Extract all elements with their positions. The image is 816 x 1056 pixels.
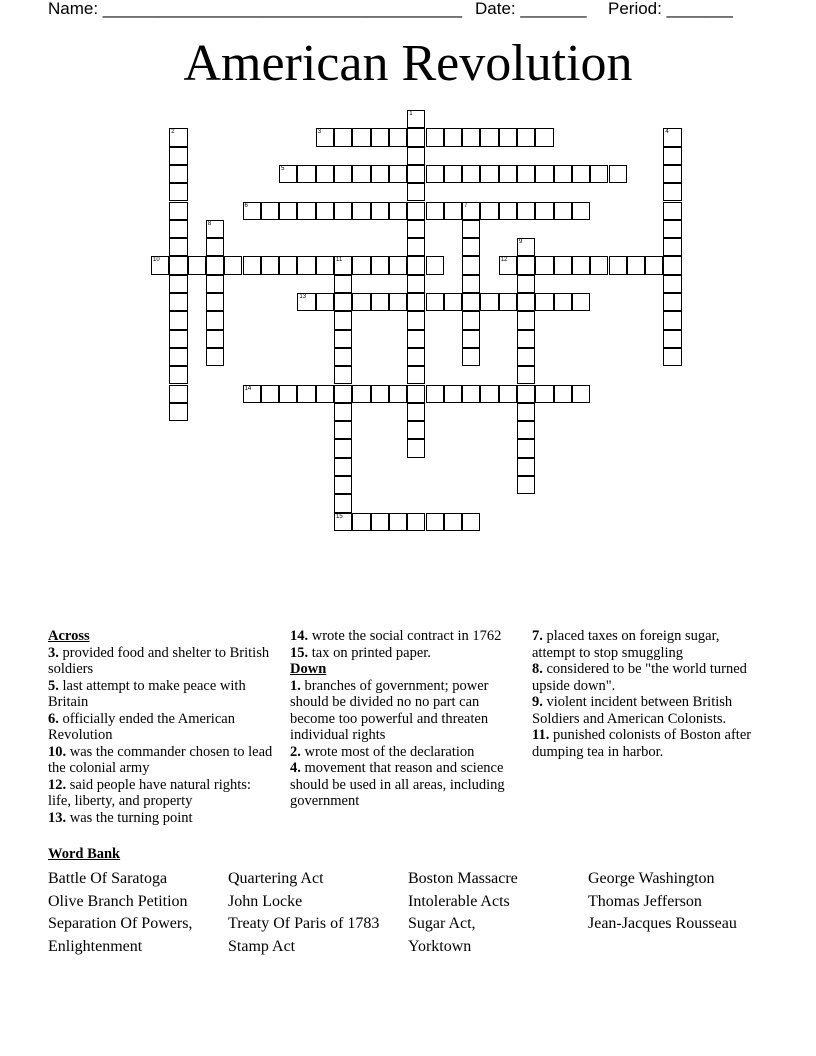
crossword-cell[interactable]: [297, 165, 315, 183]
clue-item: [290, 678, 520, 744]
crossword-cell[interactable]: [517, 458, 535, 476]
clue-number: 4.: [290, 760, 301, 776]
crossword-cell[interactable]: [371, 513, 389, 531]
crossword-cell[interactable]: [334, 476, 352, 494]
crossword-cell[interactable]: [279, 256, 297, 274]
clue-item: [48, 744, 273, 777]
crossword-cell[interactable]: [554, 256, 572, 274]
crossword-cell[interactable]: [517, 165, 535, 183]
crossword-cell[interactable]: [663, 147, 681, 165]
crossword-cell[interactable]: [407, 348, 425, 366]
crossword-cell[interactable]: [279, 385, 297, 403]
crossword-cell[interactable]: [316, 165, 334, 183]
crossword-cell[interactable]: [407, 421, 425, 439]
crossword-cell[interactable]: [572, 293, 590, 311]
crossword-cell[interactable]: [663, 293, 681, 311]
crossword-cell[interactable]: [389, 385, 407, 403]
clue-text: punished colonists of Boston after dumping tea in harbor.: [532, 727, 752, 760]
crossword-cell[interactable]: [334, 348, 352, 366]
clue-number: 13: [299, 294, 307, 300]
crossword-cell[interactable]: [444, 128, 462, 146]
clue-number: 1.: [290, 677, 301, 694]
word-bank-item: Enlightenment: [48, 938, 143, 956]
word-bank-column: [588, 868, 768, 936]
clue-number: 6.: [48, 710, 59, 727]
crossword-cell[interactable]: [663, 330, 681, 348]
clue-number: 15.: [290, 644, 309, 661]
crossword-cell[interactable]: [499, 256, 517, 274]
clue-text: movement that reason and science should be used in all areas, including government: [290, 760, 505, 809]
crossword-cell[interactable]: [206, 275, 224, 293]
crossword-cell[interactable]: [169, 202, 187, 220]
clue-text: said people have natural rights: life, liberty, and property: [48, 776, 251, 809]
crossword-cell[interactable]: [554, 293, 572, 311]
crossword-cell[interactable]: [243, 385, 261, 403]
crossword-cell[interactable]: [352, 385, 370, 403]
crossword-cell[interactable]: [407, 183, 425, 201]
clue-number: 14.: [290, 628, 309, 644]
clue-text: branches of government; power should be divided no no part can become too powerful and threaten individual rights: [290, 677, 489, 743]
clue-number: 3.: [48, 644, 59, 661]
crossword-cell[interactable]: [316, 128, 334, 146]
crossword-cell[interactable]: [517, 128, 535, 146]
crossword-cell[interactable]: [407, 439, 425, 457]
crossword-cell[interactable]: [426, 293, 444, 311]
crossword-cell[interactable]: [499, 385, 517, 403]
clue-item: [290, 760, 520, 810]
crossword-cell[interactable]: [480, 128, 498, 146]
crossword-cell[interactable]: [169, 275, 187, 293]
clue-number: 2: [171, 129, 175, 136]
clue-number: 9: [519, 239, 523, 246]
crossword-cell[interactable]: [297, 293, 315, 311]
crossword-cell[interactable]: [169, 348, 187, 366]
crossword-cell[interactable]: [480, 165, 498, 183]
clue-number: 5: [281, 165, 285, 172]
crossword-cell[interactable]: [663, 128, 681, 146]
crossword-cell[interactable]: [407, 220, 425, 238]
crossword-cell[interactable]: [407, 330, 425, 348]
crossword-cell[interactable]: [517, 366, 535, 384]
crossword-cell[interactable]: [407, 128, 425, 146]
crossword-cell[interactable]: [590, 256, 608, 274]
word-bank-item: Jean-Jacques Rousseau: [588, 915, 737, 933]
crossword-cell[interactable]: [462, 513, 480, 531]
crossword-cell[interactable]: [206, 293, 224, 311]
crossword-cell[interactable]: [334, 494, 352, 512]
crossword-cell[interactable]: [352, 293, 370, 311]
crossword-cell[interactable]: [206, 330, 224, 348]
crossword-cell[interactable]: [407, 366, 425, 384]
crossword-cell[interactable]: [371, 385, 389, 403]
crossword-cell[interactable]: [590, 165, 608, 183]
crossword-cell[interactable]: [334, 403, 352, 421]
clue-item: [290, 744, 520, 761]
crossword-cell[interactable]: [334, 366, 352, 384]
crossword-cell[interactable]: [316, 202, 334, 220]
crossword-cell[interactable]: [462, 385, 480, 403]
clue-text: considered to be "the world turned upside down".: [532, 661, 747, 694]
crossword-cell[interactable]: [371, 128, 389, 146]
crossword-cell[interactable]: [352, 165, 370, 183]
crossword-cell[interactable]: [462, 293, 480, 311]
clue-number: 2.: [290, 743, 301, 760]
clue-number: 10.: [48, 743, 67, 760]
crossword-cell[interactable]: [334, 128, 352, 146]
clue-item: [48, 777, 273, 810]
crossword-cell[interactable]: [480, 202, 498, 220]
crossword-cell[interactable]: [426, 385, 444, 403]
crossword-cell[interactable]: [663, 238, 681, 256]
clue-text: was the commander chosen to lead the colonial army: [48, 743, 273, 776]
word-bank-item: Yorktown: [408, 938, 472, 956]
word-bank-item: Olive Branch Petition: [48, 892, 188, 910]
crossword-cell[interactable]: [279, 202, 297, 220]
word-bank-item: Battle Of Saratoga: [48, 870, 168, 887]
crossword-cell[interactable]: [663, 165, 681, 183]
crossword-cell[interactable]: [407, 147, 425, 165]
clue-text: wrote the social contract in 1762: [308, 628, 502, 644]
crossword-cell[interactable]: [334, 256, 352, 274]
clue-text: provided food and shelter to British soldiers: [48, 644, 270, 677]
clue-number: 6: [244, 202, 248, 209]
crossword-cell[interactable]: [334, 165, 352, 183]
crossword-cell[interactable]: [663, 183, 681, 201]
crossword-cell[interactable]: [169, 147, 187, 165]
clue-text: violent incident between British Soldiers and American Colonists.: [532, 694, 733, 727]
crossword-cell[interactable]: [663, 202, 681, 220]
clue-number: 15: [336, 513, 343, 520]
word-bank-item: Boston Massacre: [408, 870, 518, 887]
crossword-cell[interactable]: [407, 311, 425, 329]
clue-number: 1: [409, 111, 413, 117]
clue-item: [532, 727, 757, 760]
crossword-cell[interactable]: [297, 256, 315, 274]
crossword-cell[interactable]: [535, 293, 553, 311]
crossword-cell[interactable]: [389, 202, 407, 220]
crossword-cell[interactable]: [480, 293, 498, 311]
crossword-cell[interactable]: [517, 202, 535, 220]
crossword-cell[interactable]: [169, 183, 187, 201]
crossword-cell[interactable]: [169, 128, 187, 146]
crossword-cell[interactable]: [517, 256, 535, 274]
crossword-cell[interactable]: [169, 256, 187, 274]
clue-number: 10: [153, 257, 160, 264]
crossword-cell[interactable]: [517, 311, 535, 329]
clue-number: 12: [500, 257, 508, 264]
crossword-cell[interactable]: [554, 202, 572, 220]
word-bank-column: [408, 868, 588, 959]
crossword-cell[interactable]: [243, 256, 261, 274]
crossword-cell[interactable]: [224, 256, 242, 274]
word-bank-column: [228, 868, 408, 959]
crossword-cell[interactable]: [169, 385, 187, 403]
crossword-cell[interactable]: [426, 165, 444, 183]
clues-column-1: [48, 628, 273, 826]
crossword-cell[interactable]: [371, 202, 389, 220]
clue-number: 7.: [532, 628, 543, 644]
crossword-cell[interactable]: [334, 439, 352, 457]
crossword-cell[interactable]: [407, 293, 425, 311]
crossword-cell[interactable]: [426, 128, 444, 146]
crossword-cell[interactable]: [554, 165, 572, 183]
clue-number: 11.: [532, 727, 550, 743]
crossword-cell[interactable]: [517, 439, 535, 457]
crossword-cell[interactable]: [151, 256, 169, 274]
crossword-cell[interactable]: [407, 238, 425, 256]
crossword-cell[interactable]: [499, 165, 517, 183]
crossword-cell[interactable]: [371, 256, 389, 274]
across-clue-list-1: [48, 645, 273, 827]
across-clue-list-2: [290, 628, 520, 661]
clues-column-3: [532, 628, 757, 760]
crossword-cell[interactable]: [371, 165, 389, 183]
crossword-cell[interactable]: [316, 385, 334, 403]
crossword-cell[interactable]: [169, 165, 187, 183]
crossword-cell[interactable]: [206, 348, 224, 366]
down-clue-list-1: [290, 678, 520, 810]
crossword-cell[interactable]: [407, 256, 425, 274]
crossword-cell[interactable]: [407, 513, 425, 531]
crossword-cell[interactable]: [169, 311, 187, 329]
crossword-cell[interactable]: [480, 385, 498, 403]
crossword-cell[interactable]: [334, 513, 352, 531]
down-clue-list-2: [532, 628, 757, 760]
crossword-cell[interactable]: [352, 128, 370, 146]
crossword-cell[interactable]: [572, 256, 590, 274]
clues-column-2: [290, 628, 520, 810]
crossword-cell[interactable]: [444, 202, 462, 220]
crossword-cell[interactable]: [206, 238, 224, 256]
crossword-cell[interactable]: [169, 293, 187, 311]
crossword-cell[interactable]: [462, 275, 480, 293]
crossword-cell[interactable]: [462, 256, 480, 274]
crossword-cell[interactable]: [517, 330, 535, 348]
crossword-cell[interactable]: [334, 202, 352, 220]
clue-number: 9.: [532, 694, 543, 710]
crossword-cell[interactable]: [352, 256, 370, 274]
crossword-cell[interactable]: [334, 385, 352, 403]
clue-number: 8: [207, 220, 212, 227]
crossword-cell[interactable]: [462, 330, 480, 348]
clue-number: 5.: [48, 677, 59, 694]
clue-number: 12.: [48, 776, 67, 793]
crossword-cell[interactable]: [426, 256, 444, 274]
crossword-cell[interactable]: [554, 385, 572, 403]
crossword-cell[interactable]: [316, 293, 334, 311]
crossword-cell[interactable]: [462, 311, 480, 329]
crossword-cell[interactable]: [535, 256, 553, 274]
crossword-cell[interactable]: [426, 202, 444, 220]
clue-number: 11: [336, 257, 343, 264]
crossword-cell[interactable]: [572, 385, 590, 403]
crossword-cell[interactable]: [517, 238, 535, 256]
crossword-cell[interactable]: [517, 275, 535, 293]
clue-text: placed taxes on foreign sugar, attempt to stop smuggling: [532, 628, 720, 661]
crossword-cell[interactable]: [169, 238, 187, 256]
crossword-cell[interactable]: [389, 293, 407, 311]
crossword-cell[interactable]: [261, 385, 279, 403]
crossword-cell[interactable]: [627, 256, 645, 274]
crossword-cell[interactable]: [645, 256, 663, 274]
clue-text: last attempt to make peace with Britain: [48, 677, 246, 710]
clue-item: [290, 628, 520, 645]
crossword-cell[interactable]: [206, 311, 224, 329]
clue-number: 7: [464, 202, 468, 209]
crossword-cell[interactable]: [389, 256, 407, 274]
crossword-cell[interactable]: [243, 202, 261, 220]
crossword-cell[interactable]: [334, 311, 352, 329]
crossword-cell[interactable]: [444, 165, 462, 183]
crossword-cell[interactable]: [169, 403, 187, 421]
crossword-cell[interactable]: [444, 293, 462, 311]
crossword-cell[interactable]: [407, 165, 425, 183]
crossword-cell[interactable]: [407, 385, 425, 403]
name-field-label[interactable]: Name: ______________________________________: [48, 0, 463, 18]
word-bank-title: Word Bank: [48, 846, 121, 862]
crossword-cell[interactable]: [462, 220, 480, 238]
crossword-cell[interactable]: [535, 165, 553, 183]
crossword-cell[interactable]: [462, 202, 480, 220]
word-bank-item: Sugar Act,: [408, 915, 476, 933]
crossword-cell[interactable]: [517, 385, 535, 403]
crossword-cell[interactable]: [334, 275, 352, 293]
crossword-cell[interactable]: [535, 202, 553, 220]
crossword-cell[interactable]: [663, 220, 681, 238]
crossword-cell[interactable]: [316, 256, 334, 274]
crossword-cell[interactable]: [609, 256, 627, 274]
crossword-cell[interactable]: [444, 513, 462, 531]
word-bank-item: Thomas Jefferson: [588, 892, 702, 910]
crossword-cell[interactable]: [663, 256, 681, 274]
crossword-cell[interactable]: [462, 128, 480, 146]
page-title: American Revolution: [183, 35, 633, 92]
crossword-cell[interactable]: [663, 275, 681, 293]
crossword-cell[interactable]: [279, 165, 297, 183]
crossword-cell[interactable]: [352, 513, 370, 531]
crossword-cell[interactable]: [297, 202, 315, 220]
crossword-cell[interactable]: [663, 311, 681, 329]
clue-item: [532, 661, 757, 694]
word-bank-item: George Washington: [588, 870, 715, 887]
crossword-cell[interactable]: [407, 275, 425, 293]
clue-number: 4: [665, 129, 669, 136]
crossword-cell[interactable]: [462, 165, 480, 183]
clue-number: 13.: [48, 809, 67, 826]
crossword-cell[interactable]: [389, 128, 407, 146]
clue-item: [532, 628, 757, 661]
clue-number: 14: [244, 385, 252, 392]
crossword-cell[interactable]: [169, 220, 187, 238]
crossword-cell[interactable]: [334, 293, 352, 311]
word-bank-item: Quartering Act: [228, 870, 324, 887]
clue-item: [48, 678, 273, 711]
crossword-cell[interactable]: [261, 256, 279, 274]
crossword-cell[interactable]: [261, 202, 279, 220]
crossword-cell[interactable]: [334, 421, 352, 439]
clue-text: was the turning point: [66, 809, 193, 826]
crossword-cell[interactable]: [517, 476, 535, 494]
word-bank-item: John Locke: [228, 892, 303, 910]
crossword-cell[interactable]: [517, 293, 535, 311]
across-heading: Across: [48, 628, 90, 644]
crossword-cell[interactable]: [517, 348, 535, 366]
crossword-cell[interactable]: [371, 293, 389, 311]
crossword-cell[interactable]: [169, 366, 187, 384]
clue-text: officially ended the American Revolution: [48, 710, 235, 743]
word-bank-column: [48, 868, 228, 959]
crossword-cell[interactable]: [572, 202, 590, 220]
clue-item: [290, 645, 520, 662]
crossword-cell[interactable]: [462, 348, 480, 366]
crossword-cell[interactable]: [389, 513, 407, 531]
clue-number: 3: [317, 129, 322, 136]
clue-text: wrote most of the declaration: [300, 743, 475, 760]
crossword-cell[interactable]: [206, 256, 224, 274]
crossword-cell[interactable]: [499, 202, 517, 220]
crossword-cell[interactable]: [535, 385, 553, 403]
date-field-label[interactable]: Date: _______: [475, 0, 587, 18]
clue-item: [48, 810, 273, 827]
clue-item: [48, 645, 273, 678]
crossword-cell[interactable]: [572, 165, 590, 183]
word-bank-item: Stamp Act: [228, 938, 296, 956]
crossword-cell[interactable]: [517, 403, 535, 421]
crossword-cell[interactable]: [407, 202, 425, 220]
crossword-cell[interactable]: [499, 293, 517, 311]
crossword-cell[interactable]: [334, 458, 352, 476]
crossword-cell[interactable]: [426, 513, 444, 531]
crossword-cell[interactable]: [407, 403, 425, 421]
clue-item: [532, 694, 757, 727]
crossword-cell[interactable]: [188, 256, 206, 274]
crossword-cell[interactable]: [389, 165, 407, 183]
clue-number: 8.: [532, 661, 543, 677]
crossword-cell[interactable]: [297, 385, 315, 403]
crossword-cell[interactable]: [663, 348, 681, 366]
crossword-cell[interactable]: [444, 385, 462, 403]
clue-text: tax on printed paper.: [308, 644, 431, 661]
crossword-cell[interactable]: [169, 330, 187, 348]
crossword-cell[interactable]: [352, 202, 370, 220]
word-bank-item: Intolerable Acts: [408, 892, 510, 910]
word-bank-item: Separation Of Powers,: [48, 915, 193, 933]
crossword-cell[interactable]: [609, 165, 627, 183]
crossword-cell[interactable]: [462, 238, 480, 256]
clue-item: [48, 711, 273, 744]
period-field-label[interactable]: Period: _______: [608, 0, 733, 18]
crossword-cell[interactable]: [334, 330, 352, 348]
down-heading: Down: [290, 661, 327, 677]
word-bank-item: Treaty Of Paris of 1783: [228, 915, 380, 933]
crossword-cell[interactable]: [206, 220, 224, 238]
crossword-cell[interactable]: [499, 128, 517, 146]
crossword-cell[interactable]: [535, 128, 553, 146]
crossword-cell[interactable]: [517, 421, 535, 439]
crossword-cell[interactable]: [407, 110, 425, 128]
